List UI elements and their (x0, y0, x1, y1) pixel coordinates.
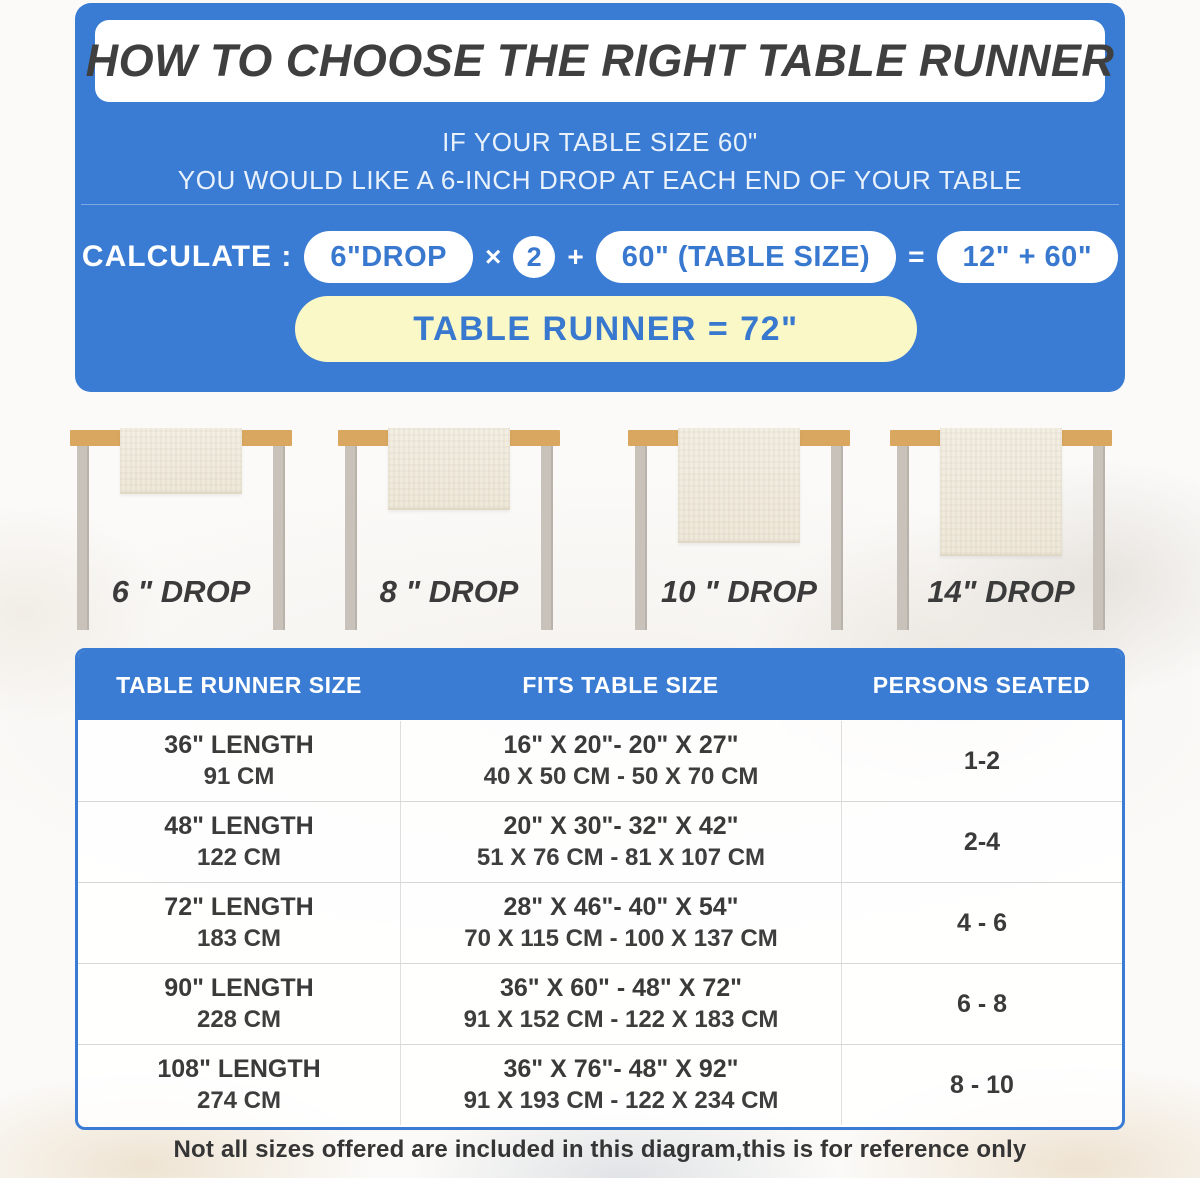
runner-cloth (120, 428, 242, 494)
runner-inches: 72" LENGTH (164, 893, 314, 921)
fits-cm: 91 X 152 CM - 122 X 183 CM (463, 1006, 779, 1033)
runner-cloth (388, 428, 510, 510)
fits-inches: 36" X 76"- 48" X 92" (503, 1055, 739, 1083)
runner-inches: 108" LENGTH (157, 1055, 321, 1083)
fits-inches: 28" X 46"- 40" X 54" (503, 893, 739, 921)
cell-fits-size (400, 883, 841, 963)
table-row (78, 801, 1122, 882)
runner-cm: 122 CM (196, 844, 282, 871)
times-sign: × (485, 241, 502, 272)
panel-divider (81, 204, 1119, 205)
runner-inches: 48" LENGTH (164, 812, 314, 840)
plus-sign: + (567, 241, 584, 272)
size-chart-header (78, 651, 1122, 720)
page-title: HOW TO CHOOSE THE RIGHT TABLE RUNNER (85, 35, 1115, 86)
cell-persons (841, 802, 1122, 882)
header-cell-fits-size: FITS TABLE SIZE (522, 672, 719, 698)
calc-label: CALCULATE : (81, 240, 293, 273)
footer-note: Not all sizes offered are included in this diagram,this is for reference only (173, 1136, 1027, 1163)
cell-fits-size (400, 1045, 841, 1125)
fits-cm: 40 X 50 CM - 50 X 70 CM (483, 763, 759, 790)
persons-seated: 2-4 (963, 827, 1001, 856)
cell-runner-size (78, 964, 400, 1044)
cell-runner-size (78, 802, 400, 882)
cell-fits-size (400, 721, 841, 801)
cell-persons (841, 721, 1122, 801)
drop-figure-6in (70, 430, 292, 630)
fits-inches: 20" X 30"- 32" X 42" (503, 812, 739, 840)
sum-pill: 12" + 60" (937, 231, 1119, 283)
fits-inches: 16" X 20"- 20" X 27" (503, 731, 739, 759)
fits-inches: 36" X 60" - 48" X 72" (500, 974, 742, 1002)
cell-fits-size (400, 964, 841, 1044)
runner-cm: 274 CM (196, 1087, 282, 1114)
result-text: TABLE RUNNER = 72" (413, 309, 799, 348)
calc-row (75, 227, 1125, 287)
table-size-pill: 60" (TABLE SIZE) (596, 231, 896, 283)
runner-cm: 91 CM (203, 763, 275, 790)
runner-cloth (940, 428, 1062, 556)
table-row (78, 1044, 1122, 1125)
fits-cm: 51 X 76 CM - 81 X 107 CM (476, 844, 766, 871)
runner-inches: 36" LENGTH (164, 731, 314, 759)
persons-seated: 4 - 6 (956, 908, 1008, 937)
drop-label: 8 " DROP (379, 574, 519, 609)
runner-cloth (678, 428, 800, 543)
table-row (78, 720, 1122, 801)
persons-seated: 8 - 10 (950, 1070, 1014, 1099)
drop-label: 14" DROP (927, 574, 1075, 609)
header-cell-runner-size: TABLE RUNNER SIZE (116, 672, 362, 698)
cell-persons (841, 964, 1122, 1044)
intro-text (75, 123, 1125, 199)
table-row (78, 963, 1122, 1044)
equals-sign: = (908, 241, 925, 272)
fits-cm: 70 X 115 CM - 100 X 137 CM (464, 925, 778, 952)
cell-runner-size (78, 721, 400, 801)
fits-cm: 91 X 193 CM - 122 X 234 CM (463, 1087, 779, 1114)
runner-cm: 228 CM (196, 1006, 282, 1033)
top-panel (75, 3, 1125, 392)
cell-persons (841, 1045, 1122, 1125)
drop-label: 6 " DROP (111, 574, 251, 609)
size-chart-panel (75, 648, 1125, 1130)
cell-persons (841, 883, 1122, 963)
drop-label: 10 " DROP (661, 574, 817, 609)
drop-figure-10in (628, 430, 850, 630)
header-cell-persons: PERSONS SEATED (872, 672, 1091, 698)
runner-cm: 183 CM (196, 925, 282, 952)
intro-line-2: YOU WOULD LIKE A 6-INCH DROP AT EACH END OF YOUR TABLE (177, 165, 1023, 195)
drop-figures (0, 430, 1200, 630)
runner-inches: 90" LENGTH (164, 974, 314, 1002)
drop-figure-8in (338, 430, 560, 630)
title-card (85, 20, 1115, 102)
result-pill (295, 296, 917, 362)
persons-seated: 6 - 8 (956, 989, 1008, 1018)
table-row (78, 882, 1122, 963)
drop-value-pill: 6"DROP (304, 231, 473, 283)
persons-seated: 1-2 (963, 746, 1001, 775)
multiplier-pill: 2 (513, 236, 555, 278)
intro-line-1: IF YOUR TABLE SIZE 60" (442, 127, 758, 157)
drop-figure-14in (890, 430, 1112, 630)
cell-fits-size (400, 802, 841, 882)
size-chart-body (78, 720, 1122, 1125)
cell-runner-size (78, 883, 400, 963)
cell-runner-size (78, 1045, 400, 1125)
